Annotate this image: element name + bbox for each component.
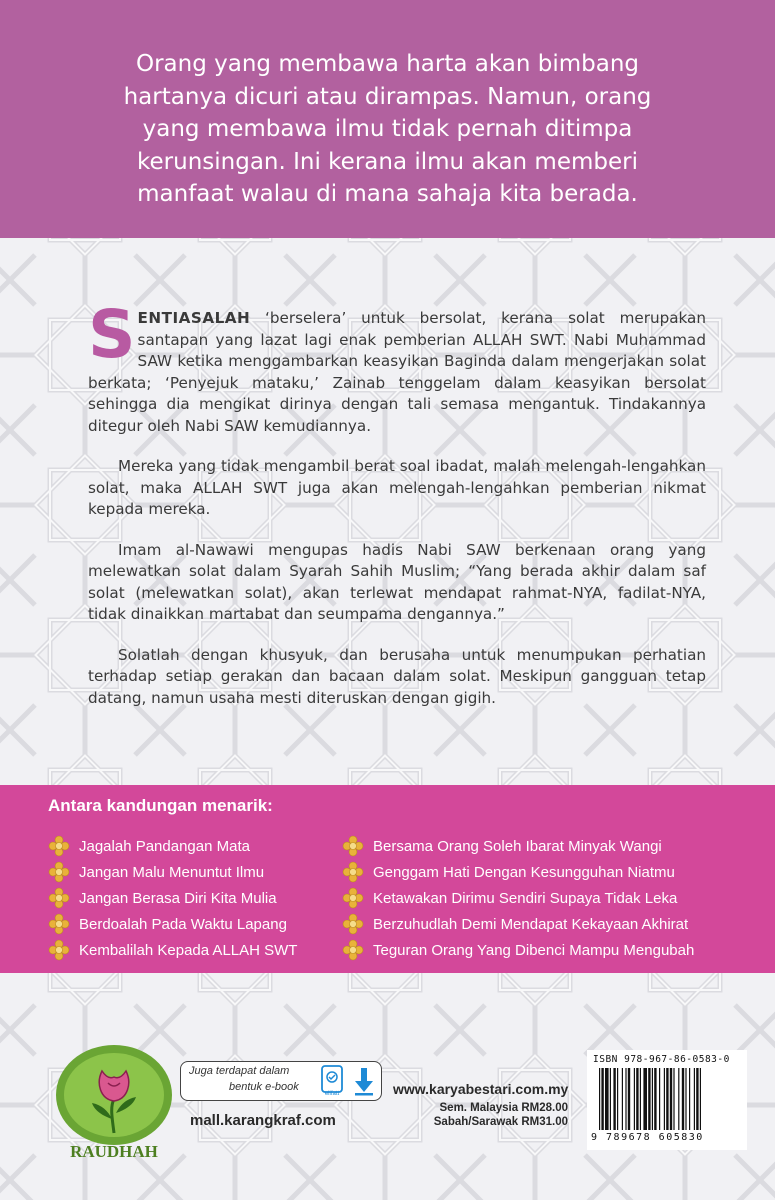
price-sabah-sarawak: Sabah/Sarawak RM31.00	[433, 1116, 568, 1128]
barcode-bar	[601, 1068, 603, 1130]
barcode-bar	[643, 1068, 647, 1130]
mall-url: mall.karangkraf.com	[190, 1112, 336, 1129]
barcode-bar	[689, 1068, 690, 1130]
dropcap-letter: S	[88, 296, 136, 373]
barcode-bar	[694, 1068, 695, 1130]
barcode-bar	[678, 1068, 679, 1130]
svg-text:RAUDHAH: RAUDHAH	[70, 1142, 158, 1161]
synopsis-paragraph-2: Mereka yang tidak mengambil berat soal ibadat, malah melengah-lengahkan solat, maka ALLAH SWT juga akan melengah-lengahkan pemberian nikmat kepada mereka.	[88, 457, 706, 518]
website-url: www.karyabestari.com.my	[393, 1081, 569, 1097]
flower-bullet-icon	[48, 913, 70, 935]
rose-logo-icon	[52, 1037, 176, 1167]
barcode-bar	[673, 1068, 674, 1130]
barcode-bar	[666, 1068, 668, 1130]
barcode-bar	[599, 1068, 600, 1130]
synopsis	[88, 296, 706, 728]
flower-bullet-icon	[342, 939, 364, 961]
isbn-number: ISBN 978-967-86-0583-0	[593, 1054, 730, 1065]
ebook-availability-box	[180, 1061, 382, 1101]
barcode-bar	[682, 1068, 684, 1130]
isbn-barcode	[587, 1050, 747, 1150]
barcode-bar	[654, 1068, 656, 1130]
list-item: Berdoalah Pada Waktu Lapang	[48, 911, 297, 937]
barcode-bar	[617, 1068, 618, 1130]
list-item: Jagalah Pandangan Mata	[48, 833, 297, 859]
barcode-bar	[605, 1068, 609, 1130]
flower-bullet-icon	[342, 835, 364, 857]
lead-word: ENTIASALAH	[137, 309, 251, 327]
synopsis-paragraph-3: Imam al-Nawawi mengupas hadis Nabi SAW berkenaan orang yang melewatkan solat dalam Syarah Sahih Muslim; “Yang berada akhir dalam saf solat (melewatkan solat), akan terlewat mendapat rahmat-NYA, fadilat-NYA, tidak dinaikkan martabat dan seumpama dengannya.”	[88, 540, 706, 623]
barcode-bar	[625, 1068, 626, 1130]
flower-bullet-icon	[48, 835, 70, 857]
barcode-bar	[670, 1068, 672, 1130]
barcode-bar	[696, 1068, 698, 1130]
list-item: Teguran Orang Yang Dibenci Mampu Mengubah	[342, 937, 694, 963]
flower-bullet-icon	[342, 913, 364, 935]
barcode-bars	[597, 1068, 737, 1130]
flower-bullet-icon	[48, 939, 70, 961]
download-arrow-icon	[353, 1066, 375, 1096]
barcode-bar	[685, 1068, 686, 1130]
barcode-bar	[622, 1068, 623, 1130]
synopsis-paragraph-4: Solatlah dengan khusyuk, dan berusaha untuk menumpukan perhatian terhadap setiap gerakan dan bacaan dalam solat. Meskipun gangguan tetap datang, namun usaha mesti diteruskan dengan gigih.	[88, 645, 706, 707]
list-item: Kembalilah Kepada ALLAH SWT	[48, 937, 297, 963]
barcode-bar	[652, 1068, 653, 1130]
barcode-bar	[648, 1068, 650, 1130]
list-item: Berzuhudlah Demi Mendapat Kekayaan Akhirat	[342, 911, 694, 937]
barcode-bar	[610, 1068, 611, 1130]
flower-bullet-icon	[342, 887, 364, 909]
synopsis-paragraph-1: SENTIASALAH ‘berselera’ untuk bersolat, kerana solat merupakan santapan yang lazat lagi enak pemberian ALLAH SWT. Nabi Muhammad SAW ketika menggambarkan keasyikan Baginda dalam mengerjakan solat berkata; ‘Penyejuk mataku,’ Zainab tenggelam dalam keasyikan bersolat sehingga dia mengikat dirinya dengan tali semasa mengantuk. Tindakannya ditegur oleh Nabi SAW kemudiannya.	[88, 296, 706, 435]
contents-list-left	[48, 833, 297, 963]
ebook-icon-label: elifatt	[324, 1091, 340, 1097]
barcode-bar	[664, 1068, 665, 1130]
flower-bullet-icon	[342, 861, 364, 883]
barcode-digits: 9 789678 605830	[591, 1132, 704, 1143]
list-item: Jangan Malu Menuntut Ilmu	[48, 859, 297, 885]
barcode-bar	[636, 1068, 638, 1130]
barcode-bar	[613, 1068, 615, 1130]
ebook-text-line-1: Juga terdapat dalam	[189, 1065, 290, 1077]
list-item: Bersama Orang Soleh Ibarat Minyak Wangi	[342, 833, 694, 859]
list-item: Jangan Berasa Diri Kita Mulia	[48, 885, 297, 911]
flower-bullet-icon	[48, 861, 70, 883]
list-item: Genggam Hati Dengan Kesungguhan Niatmu	[342, 859, 694, 885]
ebook-text-line-2: bentuk e-book	[229, 1081, 299, 1093]
list-item: Ketawakan Dirimu Sendiri Supaya Tidak Leka	[342, 885, 694, 911]
top-quote-band	[0, 0, 775, 238]
back-cover-quote: Orang yang membawa harta akan bimbang hartanya dicuri atau dirampas. Namun, orang yang membawa ilmu tidak pernah ditimpa kerunsingan. Ini kerana ilmu akan memberi manfaat walau di mana sahaja kita berada.	[123, 51, 652, 207]
price-malaysia: Sem. Malaysia RM28.00	[439, 1102, 568, 1114]
barcode-bar	[700, 1068, 701, 1130]
flower-bullet-icon	[48, 887, 70, 909]
barcode-bar	[640, 1068, 641, 1130]
contents-list-right	[342, 833, 694, 963]
barcode-bar	[628, 1068, 630, 1130]
contents-heading: Antara kandungan menarik:	[48, 796, 273, 815]
barcode-bar	[659, 1068, 660, 1130]
barcode-bar	[634, 1068, 635, 1130]
